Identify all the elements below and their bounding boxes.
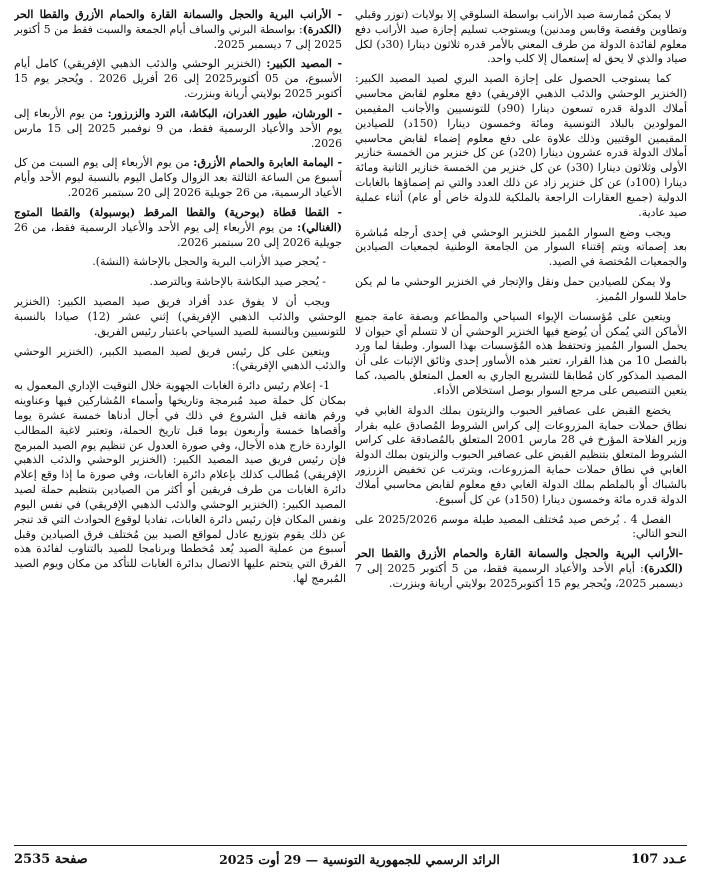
paragraph: الفصل 4 . يُرخص صيد مُختلف المصيد طيلة موسم 2025/2026 على النحو التالي: [355, 512, 687, 541]
paragraph-heading: - الورشان، طيور الغدران، البكاشة، الترد والزرزور: [107, 106, 342, 120]
paragraph [14, 8, 346, 52]
paragraph: كما يستوجب الحصول على إجازة الصيد البري لصيد المصيد الكبير: (الخنزير الوحشي والذئب الذهبي الإفريقي) دفع معلوم لقابض محاسبي أملاك الدولة قدره تسعون دينارا (90د) للتونسيين والأجانب المقيمين المولودين بالبلاد التونسية ومائة وخمسون دينارا (150د) للصيادين المقيمين الوقتيين وذلك علاوة على دفع معلوم إضماء لقابض محاسبي أملاك الدولة قدره عشرون دينارا (20د) عن كل خنزير من الخمسة خنازير الأولى وثلاثون دينارا (30د) عن كل خنزير من الخمسة خنازير الثانية ومائة دينارا (100د) عن كل خنزير زاد عن ذلك العدد والتي تم إصماؤها بالغابات الدولية (جميع العقارات الراجعة بالملكية للدولة خاص أو عام) أثناء عملية صيد عادية. [355, 72, 687, 219]
paragraph: 1- إعلام رئيس دائرة الغابات الجهوية خلال التوقيت الإداري المعمول به بمكان كل حملة صيد مُبرمجة وتاريخها وأسماء المُشاركين فيها وعناوينه ورقم هاتفه قبل الشروع في ذلك في أجال أدناها خمسة عشرة يوما وأقصاها خمسة وأربعون يوما قبل تاريخ الحملة، وتعتبر لاغية المطالب الواردة خارج هذه الأجال، وفي صورة العدول عن تنظيم يوم الصيد المبرمج فإن رئيس فريق صيد المصيد الكبير: (الخنزير الوحشي والذئب الذهبي الإفريقي) مُطالب كذلك بإعلام دائرة الغابات، وفي صورة ما إذا وقع إعلام دائرة الغابات من طرف فريقين أو أكثر من الصيادين بتنظيم حملة لصيد المصيد الكبير: (الخنزير الوحشي والذئب الذهبي الإفريقي) في نفس اليوم ونفس المكان فإن رئيس دائرة الغابات، تفاديا لوقوع الحوادث التي قد تنجر عن ذلك يقوم بتوزيع عادل لمواقع الصيد بين مُختلف فرق الصيادين وقبل أسبوع من عملية الصيد يُعد مُخططا وبرنامجا للصيد بالتناوب لفائدة هذه الفرق التي يتحتم عليها الاتصال بدائرة الغابات للتأكد من مكان ويوم الصيد المُبرمج لها. [14, 379, 346, 585]
paragraph: ويتعين على كل رئيس فريق لصيد المصيد الكبير، (الخنزير الوحشي والذئب الذهبي الإفريقي): [14, 344, 346, 373]
paragraph: - يُحجر صيد الأرانب البرية والحجل بالإحاشة (النشة). [92, 255, 326, 269]
paragraph-heading: -الأرانب البرية والحجل والسمانة القارة والحمام الأزرق والقطا الحر (الكدرة) [355, 547, 683, 575]
gazette-title-date: الرائد الرسمي للجمهورية التونسية — 29 أوت 2025 [219, 851, 500, 867]
paragraph [355, 547, 687, 591]
issue-number: عـدد 107 [631, 851, 687, 867]
paragraph: يخضع القبض على عصافير الحبوب والزيتون بملك الدولة الغابي في نطاق حملات حماية المزروعات إلى كراس الشروط المُصادق عليه بقرار وزير الفلاحة المؤرخ في 28 مارس 2001 المتعلق بالمُصادقة على كراس الشروط المتعلق بتنظيم القبض على عصافير الحبوب والزيتون بملك الدولة الغابي في نطاق حملات حماية المزروعات، ويترتب عن تخفيض الزرزور بالشباك أو بالملطم بملك الدولة الغابي دفع معلوم لقابض محاسبي أملاك الدولة قدره مائة وخمسون دينارا (150د) عن كل أسبوع. [355, 403, 687, 506]
paragraph-heading: - اليمامة العابرة والحمام الأزرق: [193, 156, 342, 170]
paragraph: - يُحجر صيد البكاشة بالإحاشة وبالترصد. [149, 275, 326, 289]
paragraph: ويتعين على مُؤسسات الإيواء السياحي والمطاعم وبصفة عامة جميع الأماكن التي يُمكن أن يُوضع فيها الخنزير الوحشي أن لا تتسلم أي حيوان لا يحمل السوار المُميز وتحتفظ هذه المُؤسسات بهذا السوار. وطبقا لما ورد بالفصل 10 من هذا القرار، تعتبر هذه الأساور إحدى وثائق الإثبات على أن المصيد المذكور كان مُطابقا للتشريع الجاري به العمل المتعلق بالصيد، كما يتعين التنصيص على مرجع السوار بوصل استخلاص الأداء. [355, 309, 687, 397]
paragraph-text: من يوم الأربعاء إلى يوم الأحد والأعياد الرسمية فقط، من 26 جويلية 2026 إلى 20 سبتمبر 2026. [14, 220, 342, 249]
paragraph-text: من يوم الأربعاء إلى يوم السبت من كل أسبوع من الساعة الثالثة بعد الزوال وكامل اليوم بالنسبة ليوم الأحد وأيام الأعياد الرسمية، من 26 جويلية 2026 إلى 20 سبتمبر 2026. [14, 156, 342, 200]
paragraph-heading: - المصيد الكبير: [266, 57, 343, 71]
paragraph [14, 107, 346, 151]
paragraph [14, 57, 346, 101]
two-column-body [14, 8, 687, 846]
paragraph-heading: - الأرانب البرية والحجل والسمانة القارة والحمام الأزرق والقطا الحر (الكدرة) [14, 8, 343, 36]
paragraph [14, 206, 346, 250]
paragraph: ويجب أن لا يفوق عدد أفراد فريق صيد المصيد الكبير: (الخنزير الوحشي والذئب الذهبي الإفريقي) إثني عشر (12) صيادا بالنسبة للتونسيين وبالنسبة للصيد السياحي باعتبار رئيس الفريق. [14, 295, 346, 338]
paragraph: ويجب وضع السوار المُميز للخنزير الوحشي في إحدى أرجله مُباشرة بعد إصماته ويتم إقتناء السوار من الجامعة الوطنية لجمعيات الصيادين والجمعيات المُختصة في الصيد. [355, 225, 687, 269]
page-footer [14, 845, 687, 872]
left-column [14, 8, 346, 846]
paragraph [14, 156, 346, 200]
paragraph: لا يمكن مُمارسة صيد الأرانب بواسطة السلوقي إلا بولايات (توزر وقبلي وتطاوين وقفصة وقابس ومدنين) ويستوجب تسليم إجازة صيد الأرانب دفع معلوم لفائدة الدولة من طرف المعني بالأمر قدره ثلاثون دينارا (30د) لكل صياد والذي لا يحق له إستعمال إلا كلب واحد. [355, 8, 687, 66]
right-column [355, 8, 687, 846]
paragraph-text: من يوم الأربعاء إلى يوم الأحد والأعياد الرسمية فقط، من 9 نوفمبر 2025 إلى 15 مارس 2026. [14, 106, 342, 150]
paragraph-text: : أيام الأحد والأعياد الرسمية فقط، من 5 أكتوبر 2025 إلى 7 ديسمبر 2025، ويُحجر يوم 15 أكتوبر2025 بولايتي أريانة وبنزرت. [355, 561, 683, 590]
paragraph-text: : بواسطة البرني والساف أيام الجمعة والسبت فقط من 5 أكتوبر 2025 إلى 7 ديسمبر 2025. [14, 22, 342, 51]
page-number: صفحة 2535 [14, 851, 88, 867]
paragraph-heading: - القطا قطاة (بوحرية) والقطا المرقط (بوسبولة) والقطا المتوج (الغنالي): [14, 205, 342, 234]
paragraph-text: (الخنزير الوحشي والذئب الذهبي الإفريقي) كامل أيام الأسبوع، من 05 أكتوبر2025 إلى 26 أفريل 2026 . ويُحجر يوم 15 أكتوبر 2025 بولايتي أريانة وبنزرت. [14, 57, 342, 101]
paragraph: ولا يمكن للصيادين حمل ونقل والإتجار في الخنزير الوحشي ما لم يكن حاملا للسوار المُميز. [355, 275, 687, 303]
